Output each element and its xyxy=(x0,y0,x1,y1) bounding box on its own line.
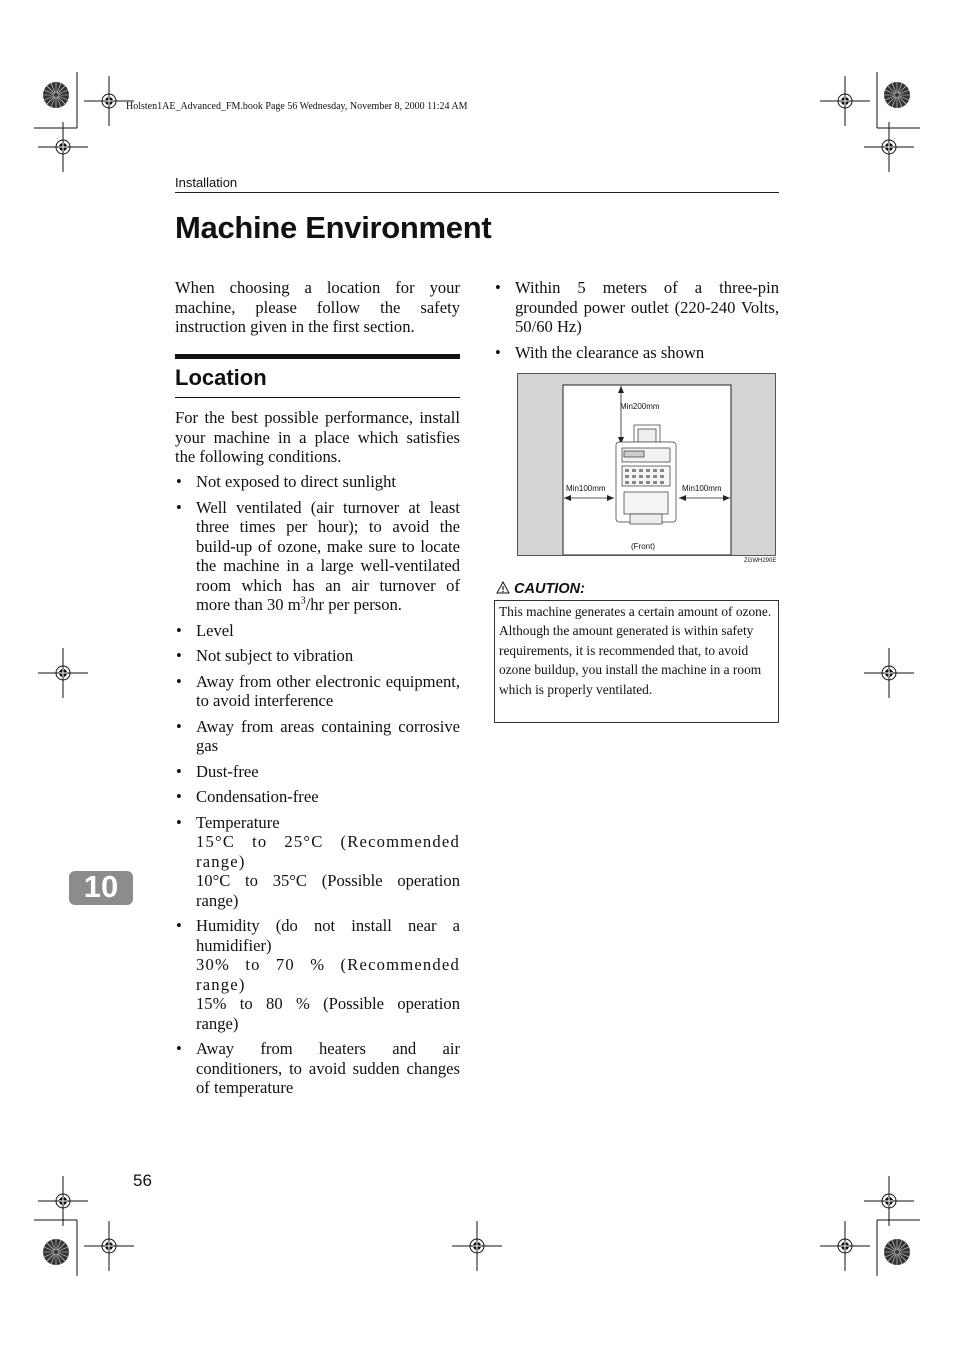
list-item: • Humidity (do not install near a humidifier) 30% to 70 % (Recommended range) 15% to 80 % (Possible operation range) xyxy=(176,916,460,1033)
caution-heading xyxy=(496,581,585,597)
list-item: • With the clearance as shown xyxy=(495,342,705,362)
print-header: Holsten1AE_Advanced_FM.book Page 56 Wednesday, November 8, 2000 11:24 AM xyxy=(126,101,468,112)
list-item: • Well ventilated (air turnover at least three times per hour); to avoid the build-up of ozone, make sure to locate the machine in a large well-ventilated room which has an air turnover of more than 30 $m^3/hr$ per person. xyxy=(176,497,460,614)
temperature-possible: 10°C to 35°C (Possible operation range) xyxy=(196,871,460,910)
list-item: • Away from heaters and air conditioners, to avoid sudden changes of temperature xyxy=(176,1039,460,1097)
list-item: • Away from other electronic equipment, to avoid interference xyxy=(176,671,460,710)
temperature-recommended: 15°C to 25°C (Recommended range) xyxy=(196,832,460,871)
list-item: • Not subject to vibration xyxy=(176,646,354,665)
intro-paragraph: When choosing a location for your machine, please follow the safety instruction given in the first section. xyxy=(175,278,460,336)
page-number: 56 xyxy=(133,1171,152,1190)
list-item: • Level xyxy=(176,620,234,640)
section-rule-bottom xyxy=(175,397,460,398)
running-head: Installation xyxy=(175,175,238,190)
list-item: • Temperature 15°C to 25°C (Recommended range) 10°C to 35°C (Possible operation range) xyxy=(176,812,460,910)
list-item: • Not exposed to direct sunlight xyxy=(176,472,397,491)
humidity-possible: 15% to 80 % (Possible operation range) xyxy=(196,994,460,1033)
left-clearance-label: Min100mm xyxy=(566,484,606,493)
right-clearance-label: Min100mm xyxy=(682,484,722,493)
list-item: • Dust-free xyxy=(176,761,259,781)
clearance-diagram xyxy=(517,373,776,556)
caution-box: This machine generates a certain amount of ozone. Although the amount generated is within safety requirements, it is recommended that, to avoid ozone buildup, you install the machine in a room which is properly ventilated. xyxy=(494,600,779,723)
conditions-list xyxy=(175,472,460,1104)
section-heading-location: Location xyxy=(175,365,267,390)
caution-label: CAUTION: xyxy=(514,581,585,597)
section-rule-top xyxy=(175,354,460,359)
warning-triangle-icon xyxy=(496,581,510,594)
page-title: Machine Environment xyxy=(175,210,492,245)
list-item: • Within 5 meters of a three-pin grounded power outlet (220-240 Volts, 50/60 Hz) xyxy=(495,278,779,336)
requirements-list xyxy=(494,278,779,368)
humidity-recommended: 30% to 70 % (Recommended range) xyxy=(196,955,460,994)
header-rule xyxy=(175,192,779,193)
front-label: (Front) xyxy=(631,542,655,551)
list-item: • Condensation-free xyxy=(176,787,319,806)
diagram-code: ZGWH290E xyxy=(744,558,777,564)
chapter-number: 10 xyxy=(83,869,119,904)
location-intro: For the best possible performance, install your machine in a place which satisfies the following conditions. xyxy=(175,408,460,466)
list-item: • Away from areas containing corrosive gas xyxy=(176,716,460,755)
top-clearance-label: Min200mm xyxy=(620,402,660,411)
